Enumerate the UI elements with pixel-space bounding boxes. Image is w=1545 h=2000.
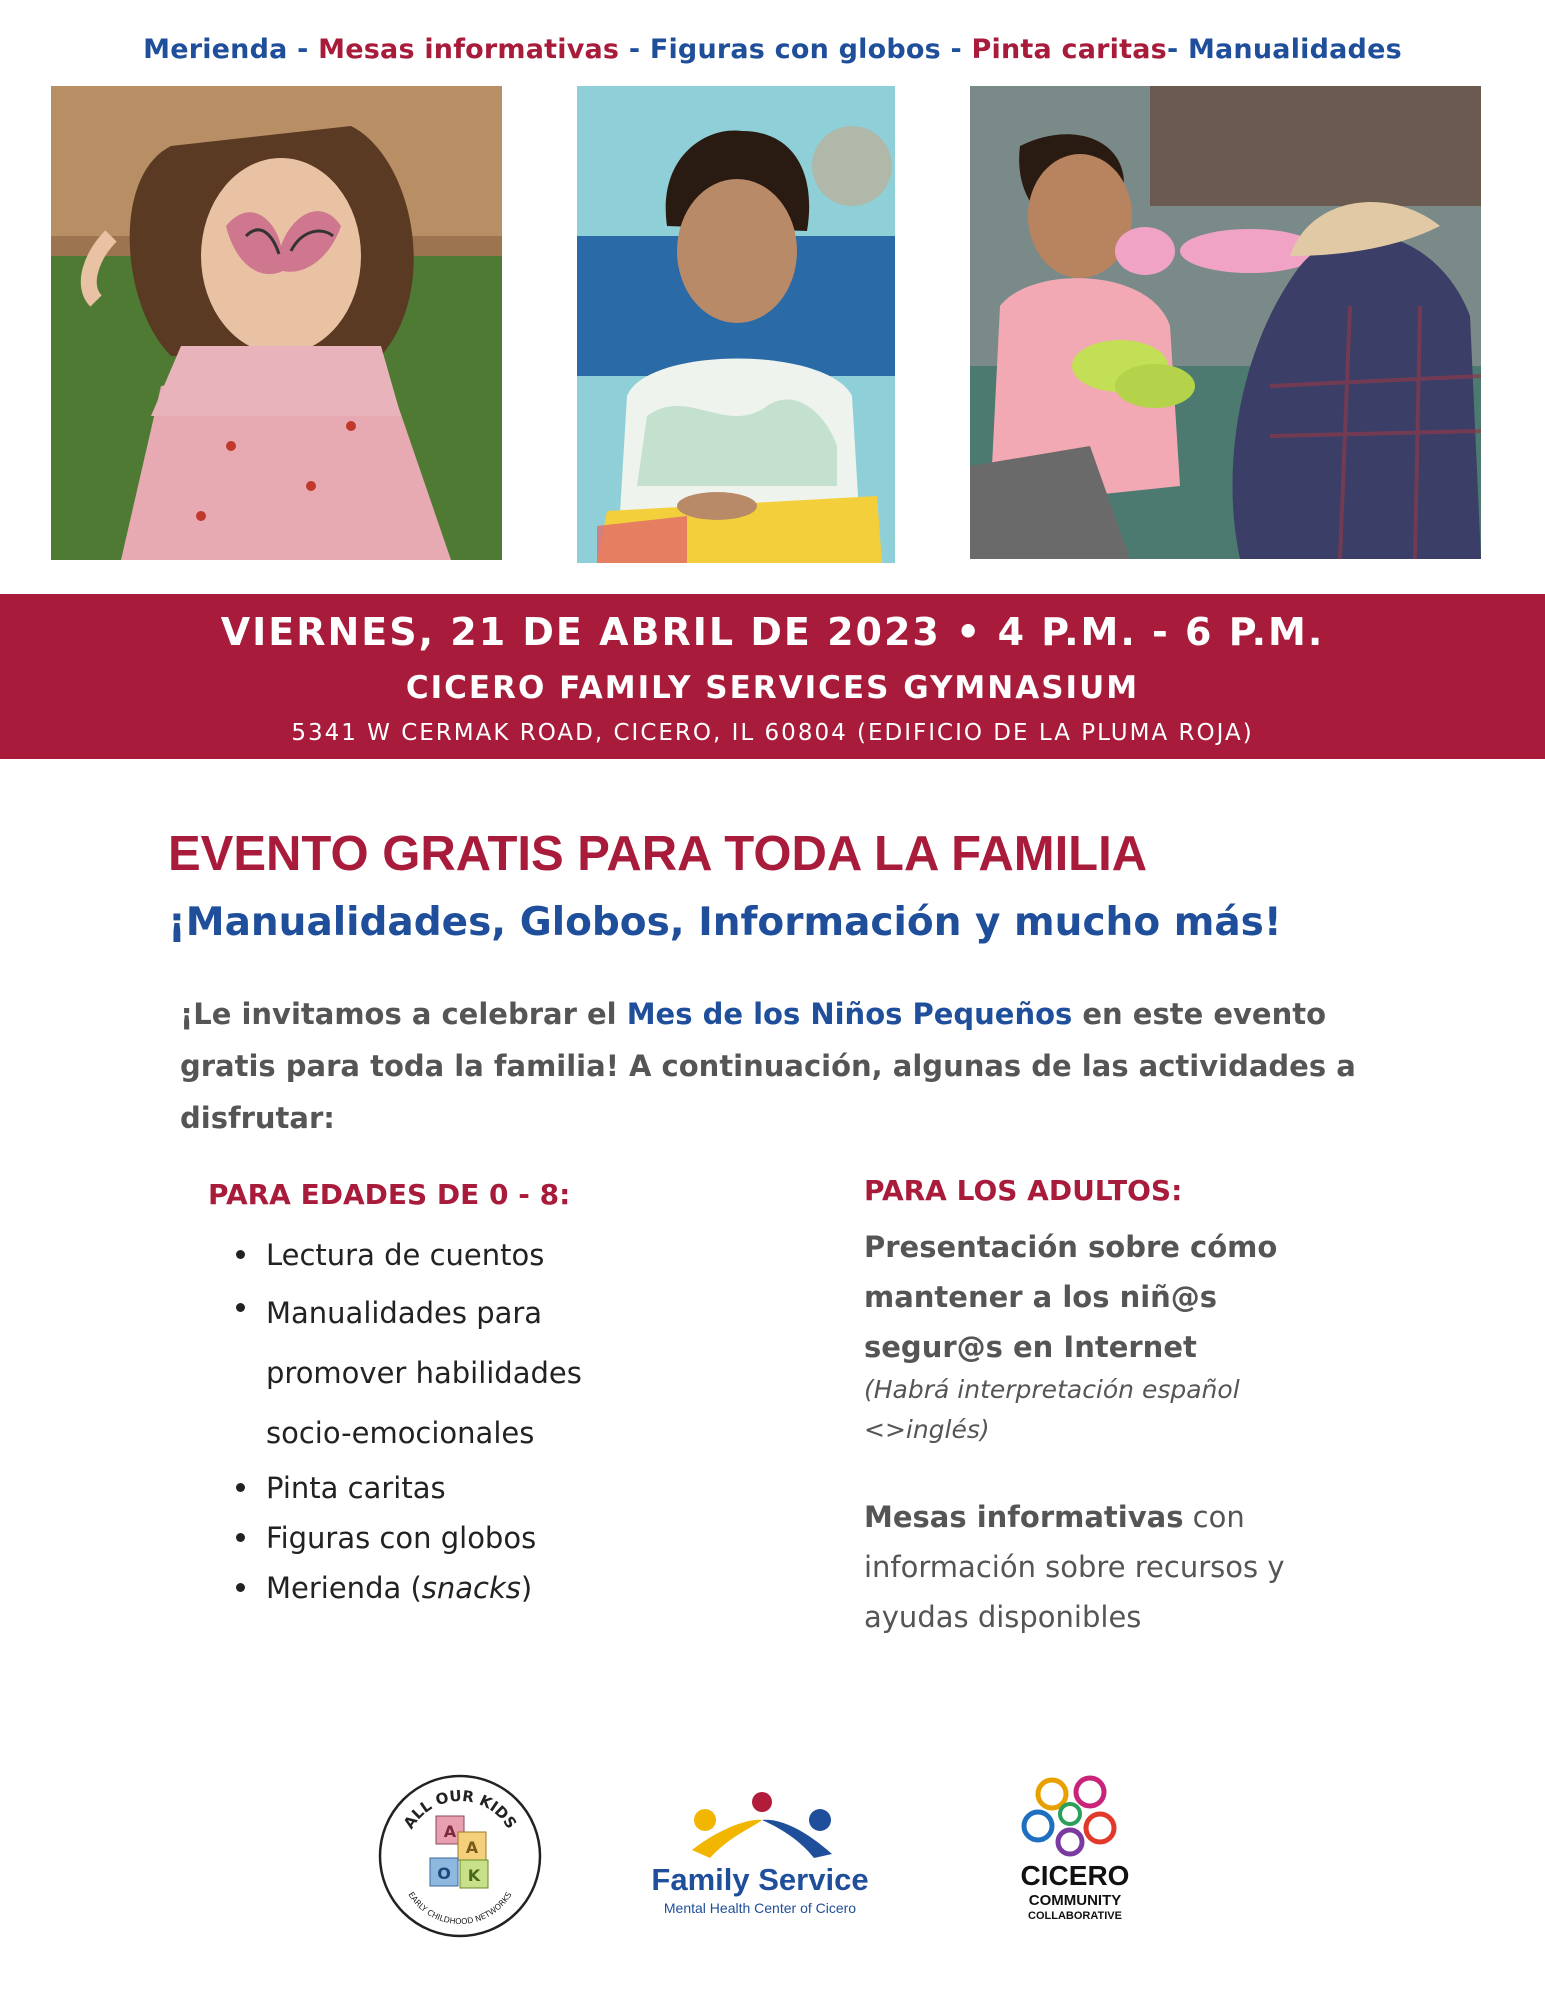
activity-mesas: Mesas informativas (318, 34, 620, 65)
kids-title: PARA EDADES DE 0 - 8: (208, 1178, 571, 1211)
list-item (232, 1513, 652, 1563)
photo-crafts-boy (577, 86, 895, 563)
subheadline: ¡Manualidades, Globos, Información y mucho más! (168, 900, 1282, 945)
block-a2: A (465, 1838, 479, 1857)
block-a1: A (443, 1822, 457, 1841)
activity-merienda: Merienda - (143, 34, 319, 65)
list-item (232, 1283, 652, 1463)
list-item-text: Figuras con globos (266, 1521, 537, 1555)
intro-paragraph (180, 988, 1410, 1144)
family-service-name: Family Service (651, 1862, 869, 1897)
block-o: O (437, 1864, 451, 1883)
list-item-text: Lectura de cuentos (266, 1238, 545, 1272)
family-service-tagline: Mental Health Center of Cicero (663, 1900, 857, 1916)
adults-tables-rest: con información sobre recursos y ayudas disponibles (864, 1500, 1285, 1634)
list-item (232, 1463, 652, 1513)
headline: EVENTO GRATIS PARA TODA LA FAMILIA (168, 827, 1148, 881)
photo-face-paint (51, 86, 502, 560)
adults-interpretation-note: (Habrá interpretación español <>inglés) (864, 1375, 1240, 1444)
adults-title: PARA LOS ADULTOS: (864, 1174, 1183, 1207)
list-item-text-end: ) (520, 1571, 533, 1605)
list-item-italic: snacks (421, 1571, 521, 1605)
cicero-line2: COMMUNITY (1028, 1892, 1122, 1909)
activity-pinta: Pinta caritas (971, 34, 1167, 65)
adults-tables-bold: Mesas informativas (864, 1500, 1184, 1534)
intro-text-end: en este evento gratis para toda la familia! A continuación, algunas de las actividades a disfrutar: (180, 997, 1356, 1135)
list-item-text: Merienda ( (266, 1571, 422, 1605)
family-service-logo (640, 1788, 880, 1918)
event-venue: CICERO FAMILY SERVICES GYMNASIUM (405, 670, 1140, 706)
aok-bottom-text: EARLY CHILDHOOD NETWORKS (406, 1890, 514, 1927)
aok-top-text: ALL OUR KIDS (399, 1786, 521, 1832)
activity-manualidades: - Manualidades (1166, 34, 1402, 65)
block-k: K (467, 1866, 481, 1885)
photo-balloon-kids (970, 86, 1481, 559)
event-datetime: VIERNES, 21 DE ABRIL DE 2023 • 4 P.M. - 6 P.M. (220, 610, 1325, 654)
list-item (232, 1230, 652, 1280)
adults-presentation: Presentación sobre cómo mantener a los niñ@s segur@s en Internet (864, 1230, 1278, 1364)
cicero-collaborative-logo (1000, 1770, 1150, 1930)
event-address: 5341 W CERMAK ROAD, CICERO, IL 60804 (EDIFICIO DE LA PLUMA ROJA) (291, 720, 1254, 746)
cicero-line3: COLLABORATIVE (1028, 1910, 1122, 1922)
cicero-line1: CICERO (1020, 1860, 1130, 1891)
event-banner (0, 594, 1545, 759)
activities-banner (0, 34, 1545, 65)
list-item (232, 1563, 652, 1613)
all-our-kids-logo (378, 1774, 542, 1938)
kids-activity-list (232, 1230, 652, 1613)
intro-highlight: Mes de los Niños Pequeños (626, 997, 1073, 1031)
activity-globos: - Figuras con globos - (619, 34, 972, 65)
spiral-icon (1000, 1770, 1150, 1860)
family-service-figures-icon (640, 1788, 880, 1858)
list-item-text: Pinta caritas (266, 1471, 446, 1505)
adults-info-tables (864, 1492, 1344, 1642)
list-item-text: Manualidades para promover habilidades socio-emocionales (266, 1296, 582, 1450)
intro-text-start: ¡Le invitamos a celebrar el (180, 997, 627, 1031)
